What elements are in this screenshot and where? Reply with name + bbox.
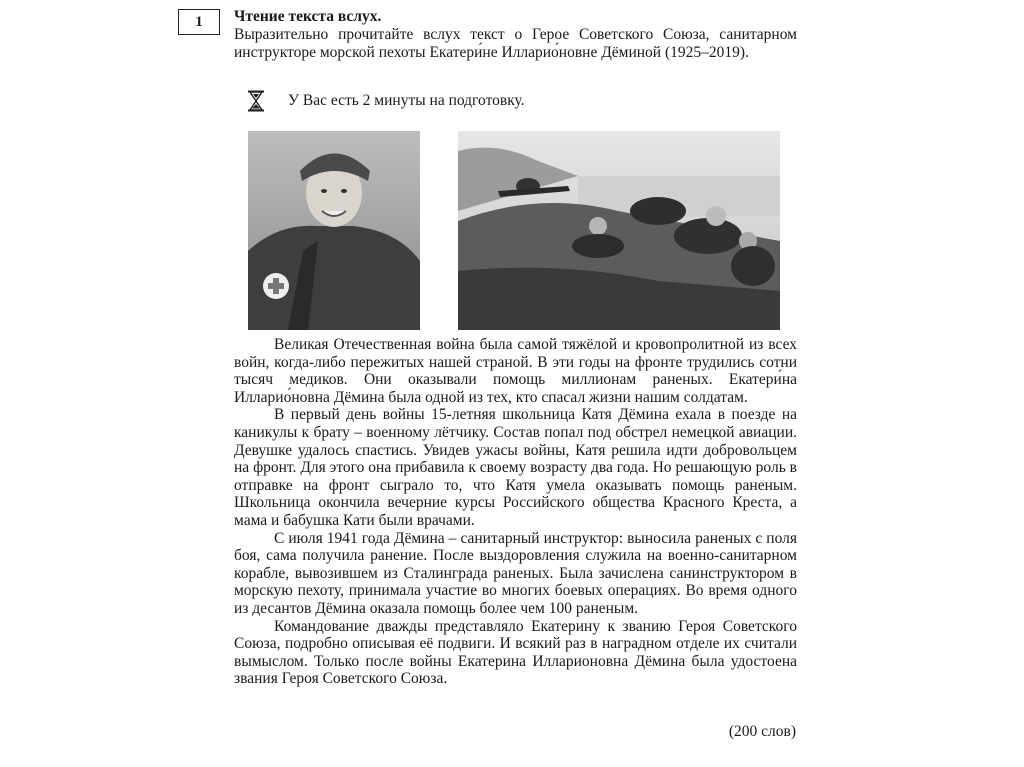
paragraph: В первый день войны 15-летняя школьница Катя Дёмина ехала в поезде на каникулы к брату – военному лётчику. Состав попал под обстрел немецкой авиации. Девушке удалось спастись. Увидев ужасы войны, Катя решила идти добровольцем на фронт. Для этого она прибавила к своему возрасту два года. Но решающую роль в отправке на фронт сыграло то, что Катя умела оказывать помощь раненым. Школьница окончила вечерние курсы Российского общества Красного Креста, а мама и бабушка Кати были врачами. — [234, 406, 797, 529]
paragraph: Великая Отечественная война была самой тяжёлой и кровопролитной из всех войн, когда-либо пережитых нашей страной. В эти годы на фронте трудились сотни тысяч медиков. Они оказывали помощь миллионам раненых. Екатери́на Илларио́новна Дёмина была одной из тех, кто спасал жизни нашим солдатам. — [234, 336, 797, 406]
task-number: 1 — [195, 13, 203, 30]
word-count: (200 слов) — [728, 723, 796, 740]
task-instruction: Выразительно прочитайте вслух текст о Герое Советского Союза, санитарном инструкторе морской пехоты Екатери́не Илларио́новне Дёминой (1925–2019). — [234, 26, 797, 61]
paragraph: С июля 1941 года Дёмина – санитарный инструктор: выносила раненых с поля боя, сама получила ранение. После выздоровления служила на военно-санитарном корабле, вывозившем из Сталинграда раненых. Была зачислена санинструктором в морскую пехоту, принимала участие во многих боевых операциях. Во время одного из десантов Дёмина оказала помощь более чем 100 раненым. — [234, 529, 797, 617]
task-header — [234, 8, 797, 62]
task-title: Чтение текста вслух. — [234, 8, 382, 25]
portrait-photo — [248, 131, 420, 330]
preparation-text: У Вас есть 2 минуты на подготовку. — [288, 92, 525, 109]
task-number-box — [178, 9, 220, 35]
marines-photo — [458, 131, 780, 330]
hourglass-icon — [246, 90, 266, 112]
main-text — [234, 336, 797, 688]
paragraph: Командование дважды представляло Екатерину к званию Героя Советского Союза, подробно описывая её подвиги. И всякий раз в наградном отделе их считали вымыслом. Только после войны Екатерина Илларионовна Дёмина была удостоена звания Героя Советского Союза. — [234, 617, 797, 688]
preparation-note — [246, 90, 525, 112]
